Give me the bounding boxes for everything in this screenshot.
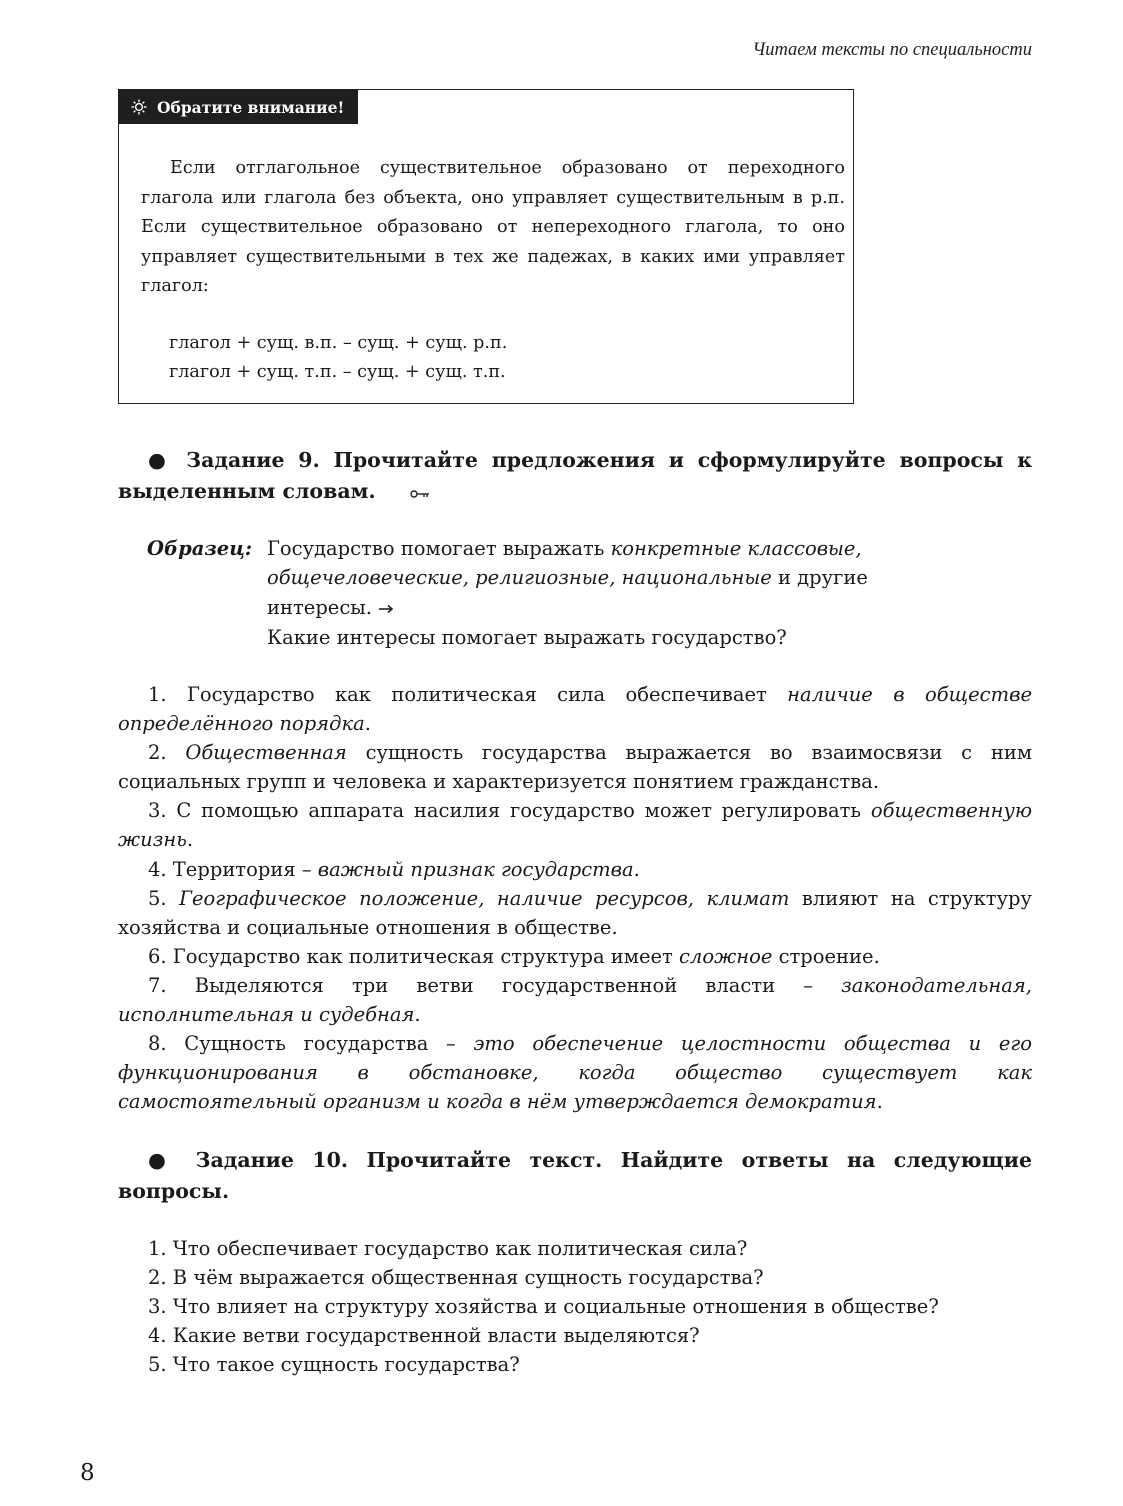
task-9-heading: ● Задание 9. Прочитайте предложения и сформулируйте вопросы к выделенным словам. <box>118 445 1032 508</box>
item-highlight: законодательная, исполнительная и судебная <box>118 973 1032 1027</box>
item-highlight: важный признак государства <box>317 857 634 881</box>
sample-text-highlight: конкретные классовые, <box>610 537 862 560</box>
sample-line <box>267 563 907 592</box>
item-text: . <box>414 1003 421 1027</box>
task-9-sentence-list <box>118 680 1032 1116</box>
item-text: 2. <box>148 741 186 765</box>
notice-text: Если отглагольное существительное образовано от переходного глагола или глагола без объекта, оно управляет существительным в р.п. Если существительное образовано от непереходного глагола, то оно управляет существительными в тех же падежах, в каких ими управляет глагол: <box>141 158 845 296</box>
list-item <box>118 884 1032 942</box>
item-text: сущность государства выражается во взаимосвязи с ним социальных групп и человека и характеризуется понятием гражданства. <box>118 741 1032 794</box>
sample-text <box>267 534 907 652</box>
task-10-question-list <box>148 1234 939 1379</box>
key-icon <box>380 477 430 508</box>
item-highlight: сложное <box>679 944 773 968</box>
list-item: 5. Что такое сущность государства? <box>148 1353 520 1377</box>
notice-label <box>119 90 358 124</box>
sample-text-plain: Государство помогает выражать <box>267 537 611 560</box>
sample-line: Какие интересы помогает выражать государство? <box>267 625 787 649</box>
item-text: . <box>364 712 371 736</box>
item-text: . <box>876 1090 883 1114</box>
item-text: 6. Государство как политическая структура имеет <box>148 944 680 968</box>
sun-icon <box>131 99 147 115</box>
running-head: Читаем тексты по специальности <box>752 40 1032 60</box>
item-text: . <box>186 828 194 852</box>
list-item <box>118 855 1032 884</box>
list-item <box>118 738 1032 796</box>
right-arrow-icon <box>378 593 394 622</box>
list-item <box>118 942 1032 971</box>
item-highlight: Географическое положение, наличие ресурсов, климат <box>179 886 790 910</box>
list-item <box>118 971 1032 1029</box>
task-10-heading: ● Задание 10. Прочитайте текст. Найдите ответы на следующие вопросы. <box>118 1148 1032 1203</box>
item-text: влияют на структуру хозяйства и социальные отношения в обществе. <box>118 886 1033 939</box>
item-highlight: наличие в обществе определённого порядка <box>118 683 1032 736</box>
item-highlight: это обеспечение целостности общества и его функционирования в обстановке, когда общество существует как самостоятельный организм и когда в нём утверждается демократия <box>118 1032 1032 1114</box>
item-highlight: Общественная <box>185 741 347 765</box>
item-text: строение. <box>772 944 880 968</box>
notice-box <box>118 89 854 404</box>
item-text: 5. <box>148 886 180 910</box>
item-highlight: общественную жизнь <box>118 799 1032 852</box>
item-text: 1. Государство как политическая сила обеспечивает <box>148 683 788 706</box>
task-9-heading-text: Задание 9. Прочитайте предложения и сформулируйте вопросы к выделенным словам. <box>118 448 1032 503</box>
sample-label: Образец: <box>147 537 253 560</box>
list-item <box>118 1029 1032 1116</box>
sample-text-plain: интересы. <box>267 595 372 619</box>
formula-line: глагол + сущ. т.п. – сущ. + сущ. т.п. <box>169 362 506 382</box>
list-item: 4. Какие ветви государственной власти выделяются? <box>148 1324 700 1348</box>
item-text: 8. Сущность государства – <box>148 1032 474 1056</box>
sample-text-plain: и другие <box>771 566 868 590</box>
sample-line <box>267 593 907 623</box>
item-text: 4. Территория – <box>148 857 318 881</box>
item-text: 3. С помощью аппарата насилия государство может регулировать <box>148 799 871 823</box>
task-10-heading-text: Задание 10. Прочитайте текст. Найдите ответы на следующие вопросы. <box>118 1148 1032 1203</box>
list-item: 1. Что обеспечивает государство как политическая сила? <box>148 1237 748 1260</box>
sample-line <box>267 534 907 563</box>
page-number: 8 <box>80 1460 95 1486</box>
list-item: 3. Что влияет на структуру хозяйства и социальные отношения в обществе? <box>148 1295 939 1319</box>
notice-label-text: Обратите внимание! <box>157 97 345 117</box>
item-text: . <box>633 857 640 881</box>
list-item <box>118 680 1032 738</box>
item-text: 7. Выделяются три ветви государственной власти – <box>148 973 842 997</box>
list-item: 2. В чём выражается общественная сущность государства? <box>148 1266 764 1290</box>
list-item <box>118 796 1032 854</box>
sample-text-highlight: общечеловеческие, религиозные, национальные <box>267 566 772 590</box>
formula-line: глагол + сущ. в.п. – сущ. + сущ. р.п. <box>169 333 508 353</box>
